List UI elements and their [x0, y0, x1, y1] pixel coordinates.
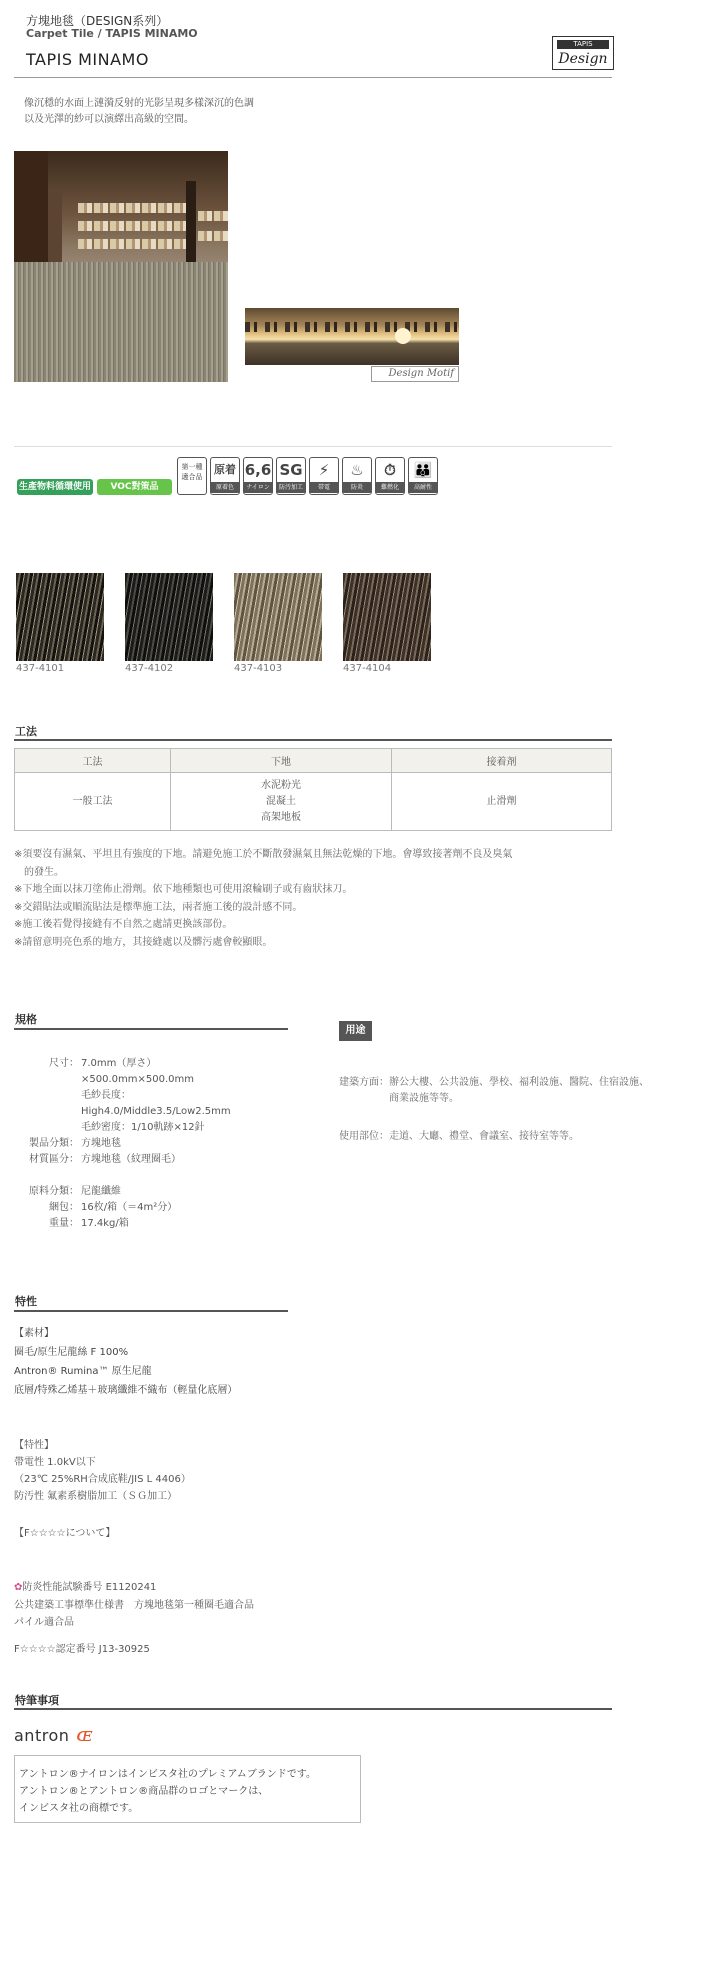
base-item: 高架地板	[261, 811, 301, 823]
cert-people-label: 高耐性	[409, 482, 437, 493]
swatch-image[interactable]	[234, 573, 322, 661]
public-spec	[14, 1597, 254, 1631]
fstar-cert: F☆☆☆☆認定番号 J13-30925	[14, 1644, 150, 1655]
material-line: Antron® Rumina™ 原生尼龍	[14, 1366, 152, 1377]
usage-building	[339, 1075, 669, 1107]
method-notes	[14, 846, 614, 951]
swatch-code: 437-4101	[16, 663, 65, 674]
spec-value	[79, 1168, 81, 1184]
usage-place-text: 走道、大廳、禮堂、會議室、接待室等等。	[389, 1131, 579, 1142]
spec-key	[14, 1120, 79, 1136]
special-heading: 特筆事項	[15, 1694, 59, 1707]
spec-list	[14, 1056, 304, 1232]
eco-badge: 生產物料循環使用	[17, 479, 93, 495]
method-col-header: 接着剤	[392, 749, 612, 773]
method-cell: 一般工法	[15, 773, 171, 831]
intro-line-2: 以及光澤的紗可以演繹出高級的空間。	[24, 114, 194, 125]
antron-logo	[14, 1722, 93, 1746]
cert-original-text: 原着	[214, 463, 236, 476]
antron-swirl-icon: ɶ	[69, 1722, 93, 1746]
material-block	[14, 1324, 414, 1400]
cert-flame-label: 防炎	[343, 482, 371, 493]
public-line: パイル適合品	[14, 1617, 74, 1628]
props-line: 防汚性 氟素系樹脂加工（ＳＧ加工）	[14, 1491, 178, 1502]
intro-text	[24, 96, 254, 128]
design-motif-photo	[245, 308, 459, 365]
antron-wordmark: antron	[14, 1726, 70, 1745]
note-line: アントロン®とアントロン®商品群のロゴとマークは、	[19, 1786, 269, 1797]
usage-building-text: 辦公大樓、公共設施、學校、福利設施、醫院、住宿設施、	[389, 1077, 649, 1088]
swatch-image[interactable]	[343, 573, 431, 661]
swatch-image[interactable]	[125, 573, 213, 661]
material-line: 底層/特殊乙烯基＋玻璃纖維不織布（輕量化底層）	[14, 1385, 238, 1396]
method-base-cell	[171, 773, 392, 831]
category-jp: 方塊地毯（DESIGN系列）	[26, 14, 169, 28]
cert-type1-label: 適合品	[181, 473, 203, 481]
people-icon	[408, 457, 438, 495]
swatch-code: 437-4104	[343, 663, 392, 674]
flame-retardant-icon	[342, 457, 372, 495]
note-line: 的發生。	[14, 866, 64, 878]
voc-badge: VOC對策品	[97, 479, 172, 495]
base-item: 水泥粉光	[261, 779, 301, 791]
spec-value: 方塊地毯（紋理圈毛）	[81, 1154, 181, 1165]
cert-type1-text: 第一種	[181, 463, 203, 471]
cert-flame-symbol: ♨	[350, 461, 364, 479]
spec-key: 綑包：	[49, 1202, 79, 1213]
badge-bottom-label: Design	[558, 51, 608, 67]
timer-icon	[375, 457, 405, 495]
method-heading: 工法	[15, 725, 37, 738]
base-item: 混凝土	[266, 795, 296, 807]
spec-key: 尺寸：	[49, 1058, 79, 1069]
category-en: Carpet Tile / TAPIS MINAMO	[26, 27, 198, 40]
spec-value: 毛紗長度：	[81, 1090, 131, 1101]
cert-type1-icon	[177, 457, 207, 495]
props-title: 【特性】	[14, 1440, 54, 1451]
cert-antistatic-symbol: ⚡	[318, 461, 330, 479]
usage-building-label: 建築方面：	[339, 1077, 389, 1088]
spec-value: 尼龍纖維	[81, 1186, 121, 1197]
spec-value: 7.0mm（厚さ）	[81, 1058, 157, 1069]
note-line: ※交錯貼法或順流貼法是標準施工法，兩者施工後的設計感不同。	[14, 901, 303, 913]
usage-tag: 用途	[339, 1021, 372, 1041]
header-divider	[14, 77, 612, 78]
props-block	[14, 1437, 414, 1505]
cert-timer-symbol: ⏱	[384, 461, 396, 479]
cert-people-symbol: 👪	[413, 461, 433, 479]
material-title: 【素材】	[14, 1328, 54, 1339]
cert-nylon-label: ナイロン	[244, 482, 272, 493]
spec-value: ×500.0mm×500.0mm	[81, 1074, 194, 1085]
spec-key: 原料分類：	[29, 1186, 79, 1197]
product-title: TAPIS MINAMO	[26, 50, 149, 69]
features-heading-rule	[14, 1310, 288, 1312]
material-line: 圈毛/原生尼龍絲 F 100%	[14, 1347, 129, 1358]
spec-heading: 規格	[15, 1013, 37, 1026]
flame-mark-icon: ✿	[14, 1582, 23, 1593]
trademark-note	[14, 1755, 361, 1823]
props-line: （23℃ 25%RH合成底鞋/JIS L 4406）	[14, 1474, 191, 1485]
public-line: 公共建築工事標準仕様書 方塊地毯第一種圈毛適合品	[14, 1600, 254, 1611]
spec-value: 17.4kg/箱	[81, 1218, 129, 1229]
fire-test	[14, 1580, 156, 1596]
usage-place-label: 使用部位：	[339, 1131, 389, 1142]
spec-key	[14, 1104, 79, 1120]
features-heading: 特性	[15, 1295, 37, 1308]
cert-sg-text: SG	[279, 461, 303, 479]
sg-treatment-icon	[276, 457, 306, 495]
cert-original-label: 原着色	[211, 482, 239, 493]
cert-antistatic-label: 帯電	[310, 482, 338, 493]
swatch-image[interactable]	[16, 573, 104, 661]
note-line: ※請留意明亮色系的地方，其接縫處以及髒污處會較顯眼。	[14, 936, 273, 948]
note-line: アントロン®ナイロンはインビスタ社のプレミアムブランドです。	[19, 1769, 316, 1780]
spec-key: 材質區分：	[29, 1154, 79, 1165]
swatch-code: 437-4103	[234, 663, 283, 674]
fstar-link[interactable]: 【F☆☆☆☆について】	[14, 1528, 116, 1539]
swatch-code: 437-4102	[125, 663, 174, 674]
fire-test-text: 防炎性能試験番号 E1120241	[22, 1582, 157, 1593]
note-line: ※須要沒有濕氣、平坦且有強度的下地。請避免施工於不斷散發濕氣且無法乾燥的下地。會導致接著劑不良及臭氣	[14, 849, 513, 860]
method-col-header: 下地	[171, 749, 392, 773]
special-heading-rule	[14, 1708, 612, 1710]
spec-key	[14, 1168, 79, 1184]
spec-heading-rule	[14, 1028, 288, 1030]
spec-key: 製品分類：	[29, 1138, 79, 1149]
spec-key	[14, 1088, 79, 1104]
usage-building-text: 商業設施等等。	[389, 1093, 459, 1104]
section-divider	[14, 446, 612, 447]
props-line: 帶電性 1.0kV以下	[14, 1457, 96, 1468]
cert-sg-label: 防汚加工	[278, 484, 303, 491]
method-col-header: 工法	[15, 749, 171, 773]
spec-value: 方塊地毯	[81, 1138, 121, 1149]
spec-value: 16枚/箱（＝4m²分）	[81, 1202, 178, 1213]
spec-value: 毛紗密度：1/10軌跡×12針	[81, 1122, 205, 1133]
note-line: インビスタ社の商標です。	[19, 1803, 139, 1814]
badge-top-label: TAPIS	[557, 40, 609, 49]
note-line: ※施工後若覺得接縫有不自然之處請更換該部份。	[14, 919, 233, 930]
spec-key: 重量：	[49, 1218, 79, 1229]
spec-value: High4.0/Middle3.5/Low2.5mm	[81, 1106, 231, 1117]
method-heading-rule	[14, 739, 612, 741]
usage-place	[339, 1129, 669, 1145]
antistatic-icon	[309, 457, 339, 495]
intro-line-1: 像沉穩的水面上漣漪反射的光影呈現多樣深沉的色調	[24, 98, 254, 109]
method-table	[14, 748, 612, 831]
nylon-66-icon	[243, 457, 273, 495]
cert-timer-label: 難燃化	[376, 482, 404, 493]
room-photo	[14, 151, 228, 382]
cert-nylon-text: 6,6	[244, 461, 272, 479]
cert-original-color-icon	[210, 457, 240, 495]
design-motif-label: Design Motif	[371, 366, 459, 382]
note-line: ※下地全面以抹刀塗佈止滑劑。依下地種類也可使用滾輪刷子或有齒狀抹刀。	[14, 884, 353, 895]
adhesive-cell: 止滑劑	[392, 773, 612, 831]
design-series-badge	[552, 36, 614, 70]
spec-key	[14, 1072, 79, 1088]
